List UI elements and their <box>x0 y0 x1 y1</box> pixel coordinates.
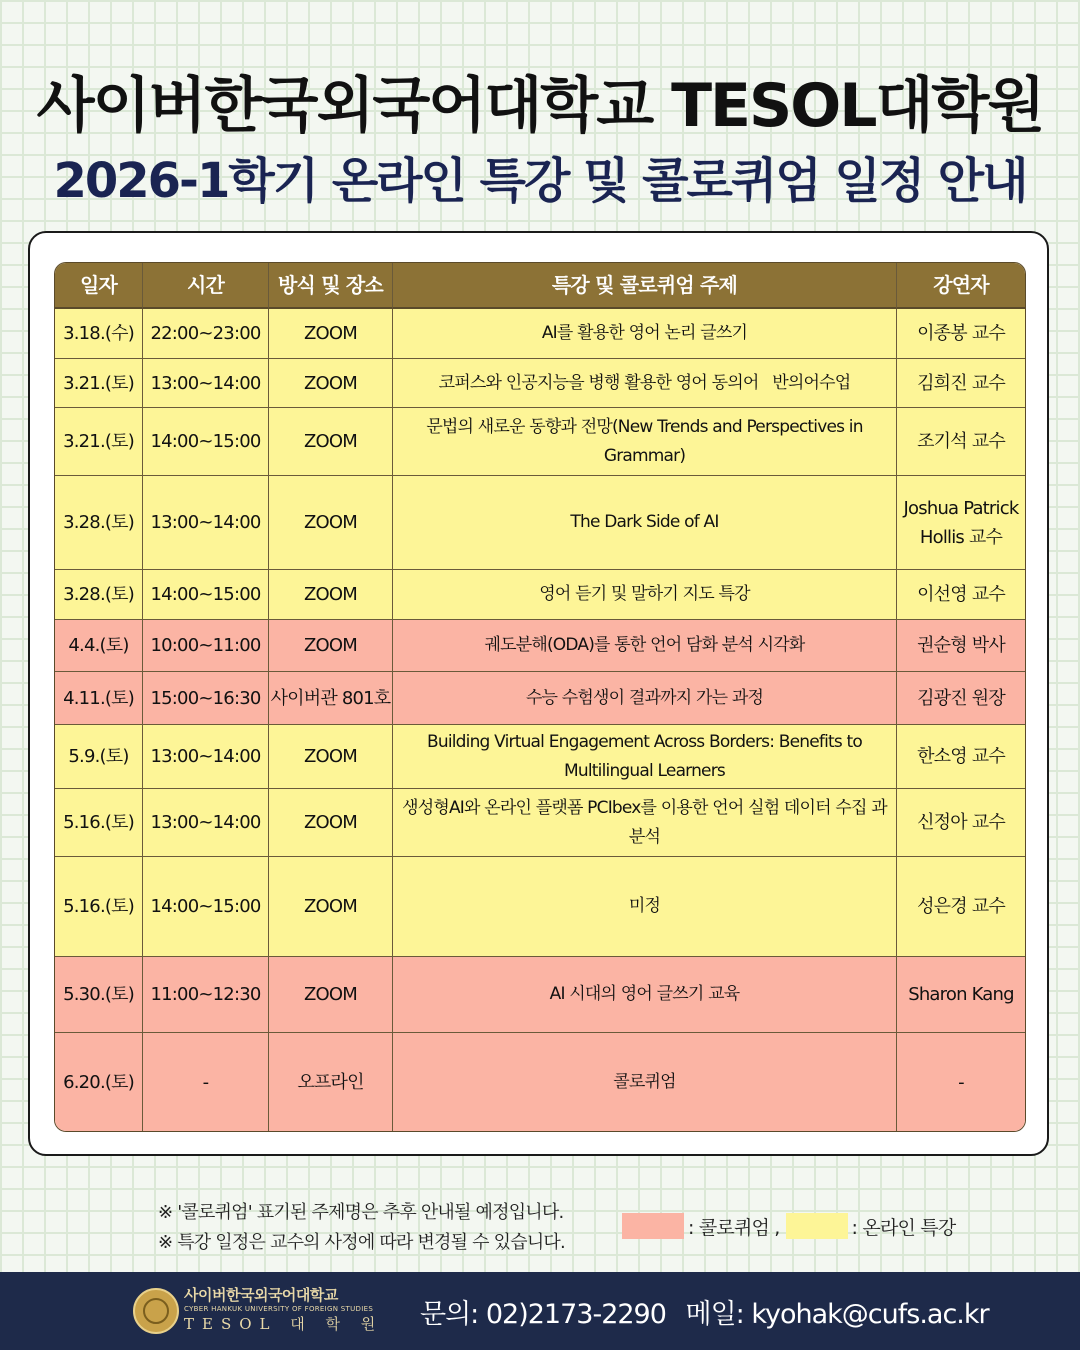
cell-speaker: Joshua Patrick Hollis 교수 <box>897 476 1025 570</box>
legend-swatch-online <box>786 1213 848 1239</box>
column-header-time: 시간 <box>143 263 269 309</box>
table-row <box>55 857 1025 957</box>
column-header-speaker: 강연자 <box>897 263 1025 309</box>
cell-topic: AI를 활용한 영어 논리 글쓰기 <box>393 309 897 359</box>
table-row <box>55 570 1025 620</box>
cell-topic: The Dark Side of AI <box>393 476 897 570</box>
cell-speaker: 한소영 교수 <box>897 725 1025 789</box>
cell-speaker: 이종봉 교수 <box>897 309 1025 359</box>
cell-time: - <box>143 1033 269 1131</box>
cell-place: ZOOM <box>269 857 393 957</box>
cell-topic: 궤도분해(ODA)를 통한 언어 담화 분석 시각화 <box>393 620 897 672</box>
cell-date: 3.21.(토) <box>55 408 143 476</box>
cell-time: 10:00~11:00 <box>143 620 269 672</box>
table-row <box>55 408 1025 476</box>
cell-time: 13:00~14:00 <box>143 359 269 408</box>
table-row <box>55 309 1025 359</box>
cell-date: 6.20.(토) <box>55 1033 143 1131</box>
note-colloquium-topic: ※ '콜로퀴엄' 표기된 주제명은 추후 안내될 예정입니다. <box>158 1202 564 1223</box>
table-row <box>55 957 1025 1033</box>
cell-speaker: Sharon Kang <box>897 957 1025 1033</box>
cell-place: ZOOM <box>269 957 393 1033</box>
contact-info <box>420 1292 1001 1331</box>
cell-speaker: 권순형 박사 <box>897 620 1025 672</box>
column-header-topic: 특강 및 콜로퀴엄 주제 <box>393 263 897 309</box>
cell-topic: 미정 <box>393 857 897 957</box>
column-header-date: 일자 <box>55 263 143 309</box>
cell-place: ZOOM <box>269 789 393 857</box>
cell-topic: 문법의 새로운 동향과 전망(New Trends and Perspectives in Grammar) <box>393 408 897 476</box>
cell-date: 3.28.(토) <box>55 476 143 570</box>
cell-topic: Building Virtual Engagement Across Borders: Benefits to Multilingual Learners <box>393 725 897 789</box>
cell-speaker: 김광진 원장 <box>897 672 1025 725</box>
cell-topic: 생성형AI와 온라인 플랫폼 PCIbex를 이용한 언어 실험 데이터 수집 과 분석 <box>393 789 897 857</box>
cell-date: 4.4.(토) <box>55 620 143 672</box>
cell-speaker: 성은경 교수 <box>897 857 1025 957</box>
note-schedule-change: ※ 특강 일정은 교수의 사정에 따라 변경될 수 있습니다. <box>158 1232 565 1253</box>
university-seal-icon <box>133 1288 179 1334</box>
cell-speaker: 김희진 교수 <box>897 359 1025 408</box>
contact-phone: 문의: 02)2173-2290 <box>420 1299 666 1330</box>
table-row <box>55 789 1025 857</box>
cell-date: 3.28.(토) <box>55 570 143 620</box>
logo-university-name-en: CYBER HANKUK UNIVERSITY OF FOREIGN STUDIES <box>184 1305 374 1313</box>
cell-speaker: 신정아 교수 <box>897 789 1025 857</box>
cell-place: ZOOM <box>269 309 393 359</box>
schedule-table <box>54 262 1026 1132</box>
cell-time: 13:00~14:00 <box>143 789 269 857</box>
cell-date: 4.11.(토) <box>55 672 143 725</box>
cell-time: 13:00~14:00 <box>143 476 269 570</box>
cell-topic: 코퍼스와 인공지능을 병행 활용한 영어 동의어 반의어수업 <box>393 359 897 408</box>
page-subtitle: 2026-1학기 온라인 특강 및 콜로퀴엄 일정 안내 <box>53 153 1027 209</box>
cell-date: 3.18.(수) <box>55 309 143 359</box>
cell-time: 15:00~16:30 <box>143 672 269 725</box>
table-row <box>55 620 1025 672</box>
logo-school-name: TESOL 대 학 원 <box>184 1315 384 1333</box>
cell-date: 5.16.(토) <box>55 857 143 957</box>
cell-topic: AI 시대의 영어 글쓰기 교육 <box>393 957 897 1033</box>
legend-swatch-colloquium <box>622 1213 684 1239</box>
table-header-row <box>55 263 1025 309</box>
table-row <box>55 672 1025 725</box>
cell-place: ZOOM <box>269 359 393 408</box>
table-row <box>55 359 1025 408</box>
cell-topic: 콜로퀴엄 <box>393 1033 897 1131</box>
cell-time: 22:00~23:00 <box>143 309 269 359</box>
table-row <box>55 1033 1025 1131</box>
cell-speaker: 조기석 교수 <box>897 408 1025 476</box>
cell-topic: 영어 듣기 및 말하기 지도 특강 <box>393 570 897 620</box>
cell-place: 사이버관 801호 <box>269 672 393 725</box>
schedule-card <box>28 231 1049 1156</box>
column-header-place: 방식 및 장소 <box>269 263 393 309</box>
cell-speaker: 이선영 교수 <box>897 570 1025 620</box>
cell-time: 14:00~15:00 <box>143 408 269 476</box>
cell-date: 5.16.(토) <box>55 789 143 857</box>
cell-time: 14:00~15:00 <box>143 570 269 620</box>
table-row <box>55 476 1025 570</box>
cell-time: 11:00~12:30 <box>143 957 269 1033</box>
footer <box>0 1272 1080 1350</box>
logo-university-name: 사이버한국외국어대학교 <box>184 1286 338 1304</box>
cell-place: ZOOM <box>269 570 393 620</box>
footer-logo <box>184 1286 384 1334</box>
cell-place: ZOOM <box>269 620 393 672</box>
cell-date: 5.30.(토) <box>55 957 143 1033</box>
cell-place: ZOOM <box>269 476 393 570</box>
cell-time: 13:00~14:00 <box>143 725 269 789</box>
legend-label-colloquium: : 콜로퀴엄 , <box>688 1216 780 1239</box>
cell-time: 14:00~15:00 <box>143 857 269 957</box>
cell-date: 5.9.(토) <box>55 725 143 789</box>
cell-speaker: - <box>897 1033 1025 1131</box>
cell-place: ZOOM <box>269 725 393 789</box>
contact-email: 메일: kyohak@cufs.ac.kr <box>685 1299 989 1330</box>
cell-place: 오프라인 <box>269 1033 393 1131</box>
cell-place: ZOOM <box>269 408 393 476</box>
page-title: 사이버한국외국어대학교 TESOL대학원 <box>36 71 1044 141</box>
notes <box>158 1198 565 1258</box>
legend <box>622 1213 961 1239</box>
table-row <box>55 725 1025 789</box>
legend-label-online: : 온라인 특강 <box>851 1216 956 1239</box>
cell-date: 3.21.(토) <box>55 359 143 408</box>
cell-topic: 수능 수험생이 결과까지 가는 과정 <box>393 672 897 725</box>
